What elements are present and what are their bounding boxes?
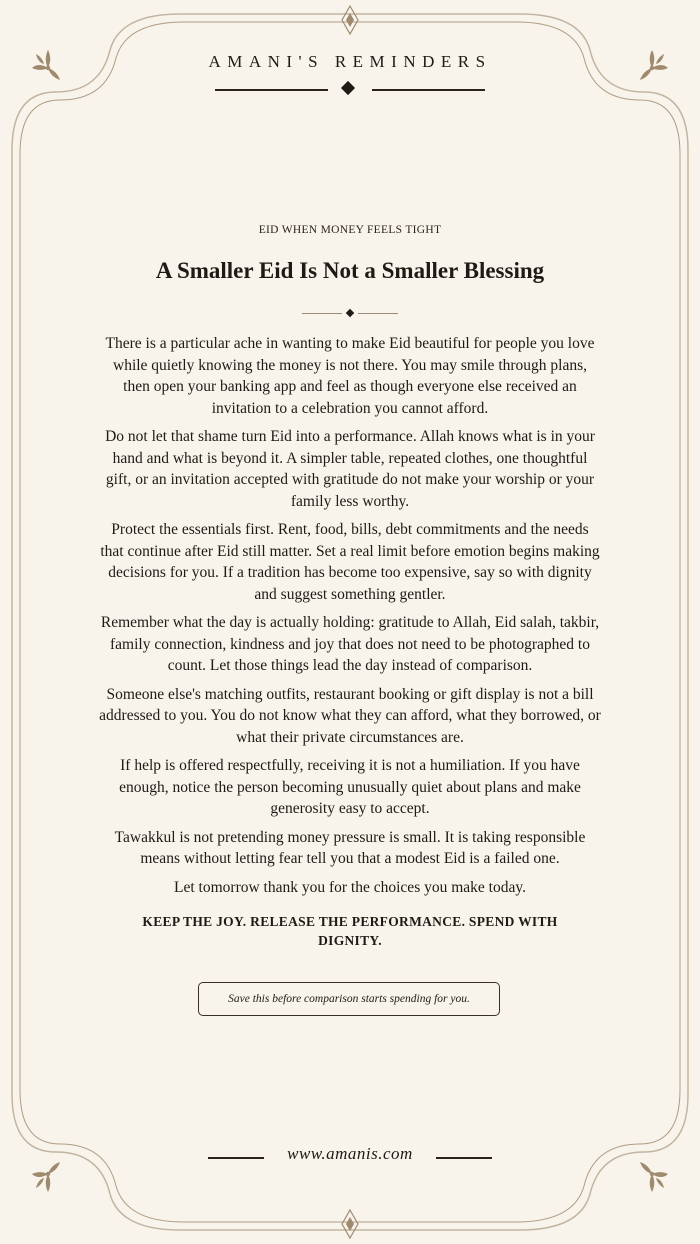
brand-title: AMANI'S REMINDERS [208, 52, 492, 71]
save-note: Save this before comparison starts spending for you. [198, 982, 500, 1016]
article-body [98, 333, 602, 950]
closing-statement: KEEP THE JOY. RELEASE THE PERFORMANCE. SPEND WITH DIGNITY. [142, 914, 558, 948]
kicker: EID WHEN MONEY FEELS TIGHT [258, 224, 442, 236]
paragraph: Protect the essentials first. Rent, food, bills, debt commitments and the needs that continue after Eid still matter. Set a real limit before emotion begins making decisions for you. If a tradition has become too expensive, say so with dignity and suggest something gentler. [100, 521, 600, 603]
paragraph: Let tomorrow thank you for the choices you make today. [174, 878, 526, 896]
paragraph: Do not let that shame turn Eid into a performance. Allah knows what is in your hand and what is beyond it. A simpler table, repeated clothes, one thoughtful gift, or an invitation accepted with gratitude do not make your worship or your family less worthy. [105, 428, 595, 510]
diamond-icon [341, 81, 355, 95]
footer-url[interactable]: www.amanis.com [287, 1144, 413, 1163]
paragraph: Someone else's matching outfits, restaurant booking or gift display is not a bill addressed to you. You do not know what they can afford, what they borrowed, or what their private circumstances are. [99, 685, 601, 746]
paragraph: Remember what the day is actually holding: gratitude to Allah, Eid salah, takbir, family connection, kindness and joy that does not need to be photographed to count. Let those things lead the day instead of comparison. [100, 614, 600, 674]
paragraph: There is a particular ache in wanting to make Eid beautiful for people you love while quietly knowing the money is not there. You may smile through plans, then open your banking app and feel as though everyone else received an invitation to a celebration you cannot afford. [105, 335, 595, 417]
footer-divider [436, 1157, 492, 1159]
page-title: A Smaller Eid Is Not a Smaller Blessing [155, 258, 545, 283]
brand-divider [215, 82, 485, 98]
paragraph: If help is offered respectfully, receiving it is not a humiliation. If you have enough, notice the person becoming unusually quiet about plans and make generosity easy to accept. [119, 757, 581, 817]
paragraph: Tawakkul is not pretending money pressure is small. It is taking responsible means without letting fear tell you that a modest Eid is a failed one. [114, 828, 586, 867]
title-divider [302, 308, 398, 320]
diamond-icon [346, 309, 354, 317]
